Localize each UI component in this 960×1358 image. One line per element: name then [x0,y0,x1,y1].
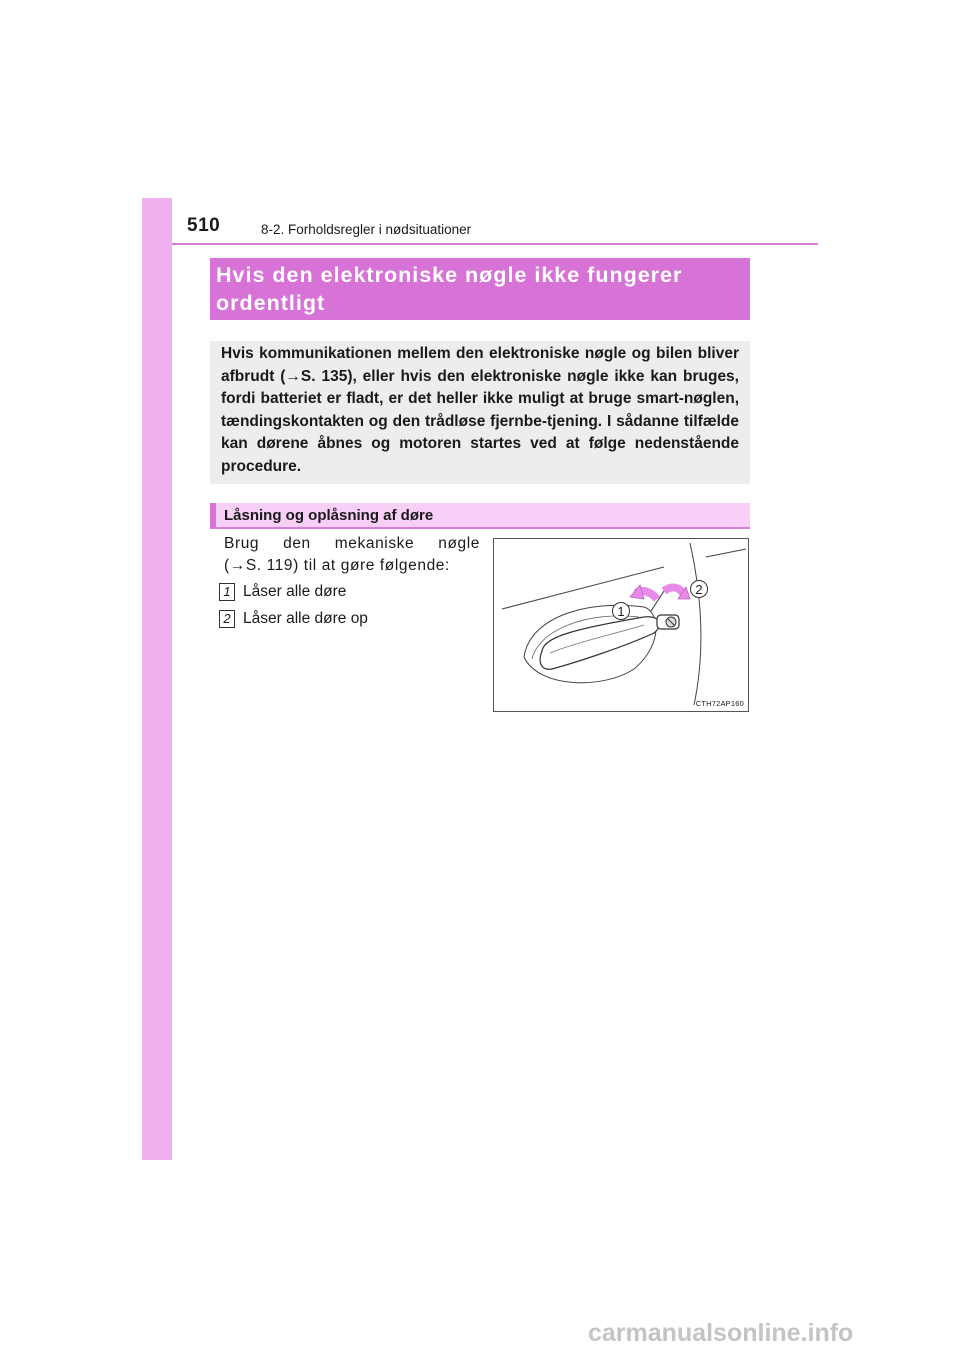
header-rule [172,243,818,245]
section-title [210,258,750,320]
door-handle-figure [493,538,749,712]
step-text-1: Låser alle døre [243,583,347,600]
section-title-line2: ordentligt [216,291,326,315]
section-title-line1: Hvis den elektroniske nøgle ikke fungerer [216,263,683,287]
callout-1: 1 [617,604,625,619]
step-number-2: 2 [219,610,235,628]
step-text-2: Låser alle døre op [243,610,368,627]
door-handle-illustration [494,539,748,711]
body-text [224,533,480,577]
subsection-title: Låsning og oplåsning af døre [210,503,750,529]
running-head: 8-2. Forholdsregler i nødsituationer [261,222,472,237]
intro-box: Hvis kommunikationen mellem den elektroniske nøgle og bilen bliver afbrudt (→S. 135), eller hvis den elektroniske nøgle ikke kan bruges, fordi batteriet er fladt, er det heller ikke muligt at bruge smart-nøglen, tændingskontakten og den trådløse fjernbe-tjening. I sådanne tilfælde kan dørene åbnes og motoren startes ved at følge nedenstående procedure. [210,341,750,484]
body-line2: (→S. 119) til at gøre følgende: [224,557,450,574]
page-number: 510 [187,215,221,236]
watermark: carmanualsonline.info [588,1319,854,1347]
side-tab-strip [142,198,172,1160]
list-item [219,609,368,629]
callout-2: 2 [695,582,703,597]
list-item [219,582,346,602]
body-line1: Brug den mekaniske nøgle [224,535,480,552]
step-number-1: 1 [219,583,235,601]
figure-code: CTH72AP160 [695,699,744,708]
